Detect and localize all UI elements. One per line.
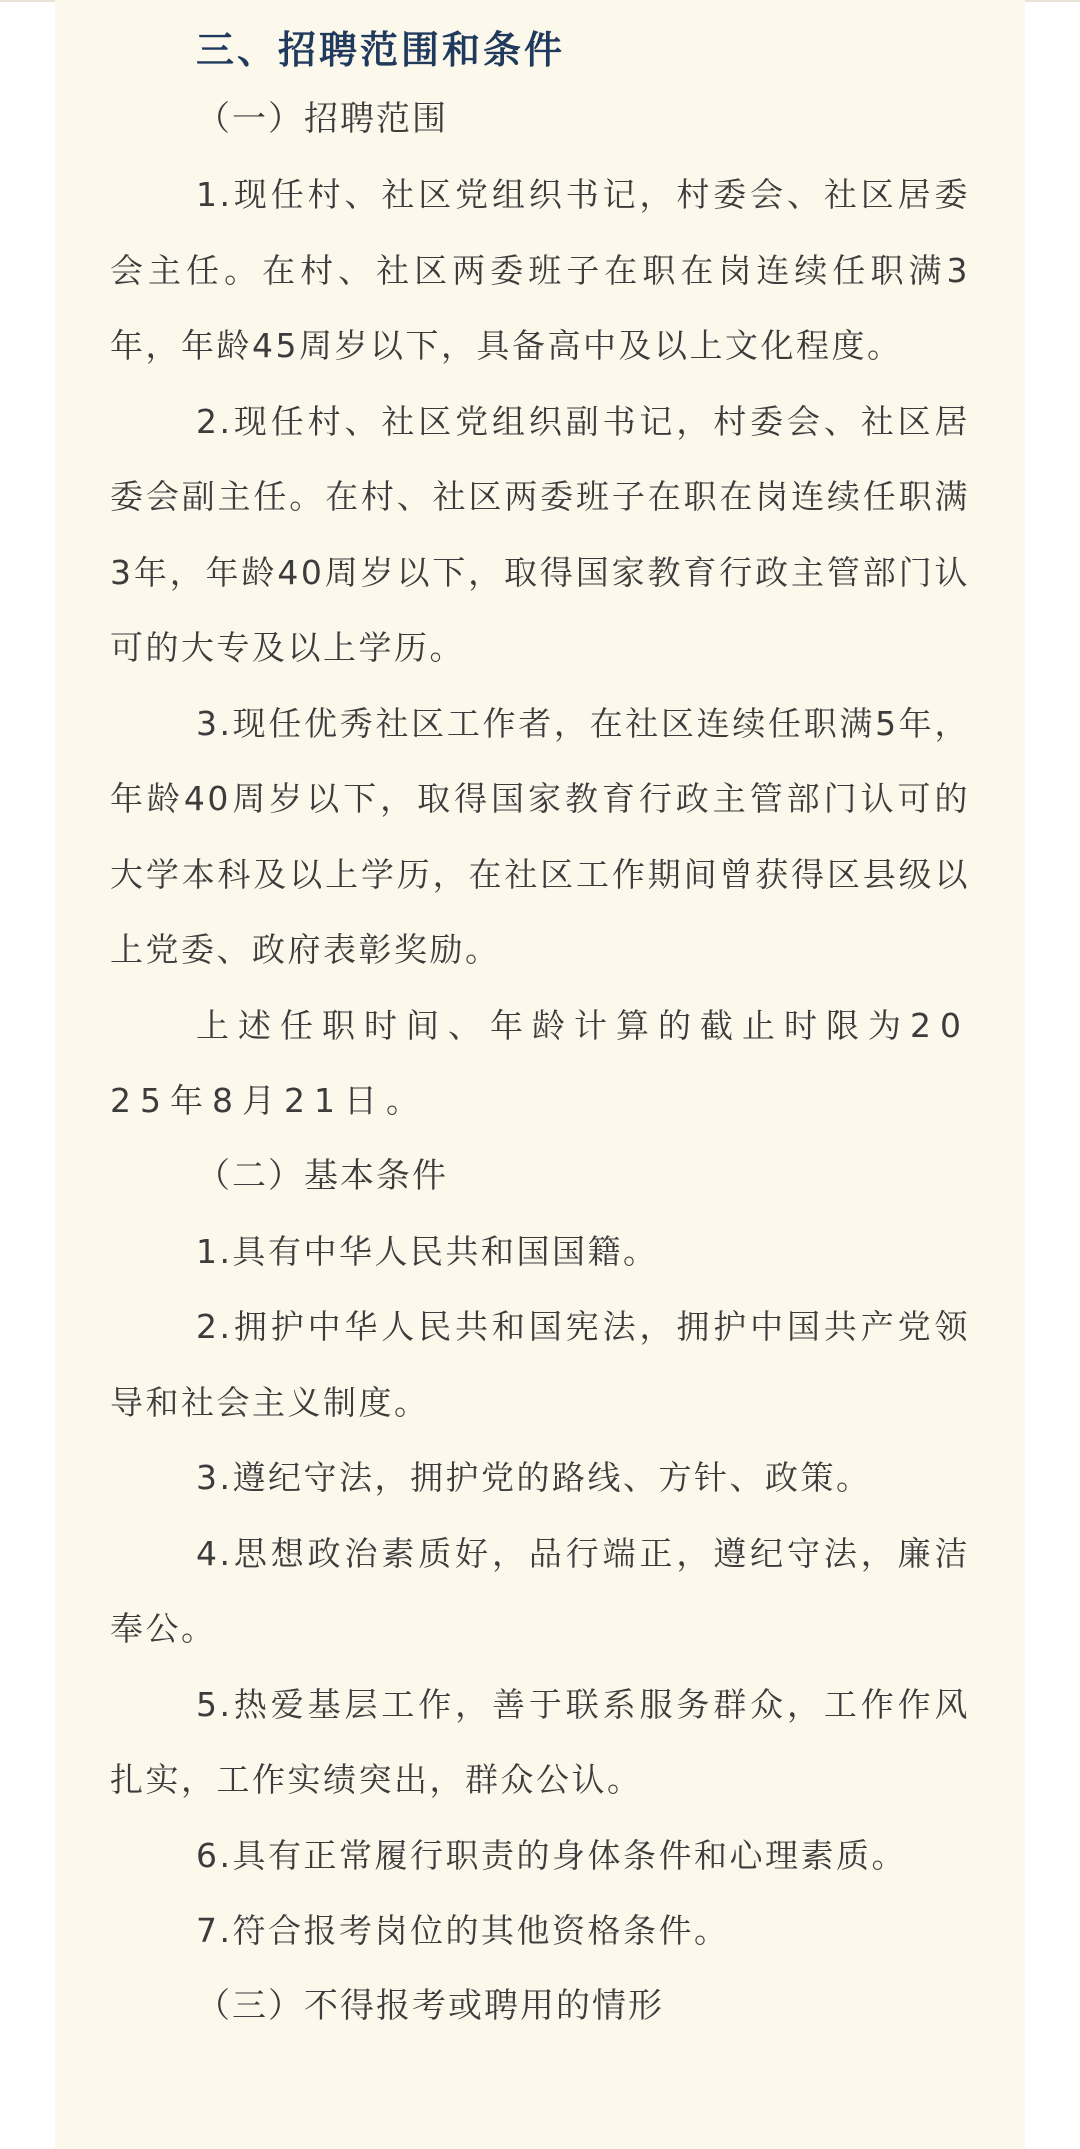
basic-item-5: 5.热爱基层工作，善于联系服务群众，工作作风扎实，工作实绩突出，群众公认。: [110, 1684, 970, 1799]
scope-deadline-note: 上述任职时间、年龄计算的截止时限为2025年8月21日。: [110, 1005, 970, 1120]
scope-item-2: 2.现任村、社区党组织副书记，村委会、社区居委会副主任。在村、社区两委班子在职在岗连续任职满3年，年龄40周岁以下，取得国家教育行政主管部门认可的大专及以上学历。: [110, 401, 970, 667]
basic-item-6: 6.具有正常履行职责的身体条件和心理素质。: [196, 1835, 907, 1875]
basic-item-2: 2.拥护中华人民共和国宪法，拥护中国共产党领导和社会主义制度。: [110, 1307, 970, 1422]
article-content: [110, 18, 970, 2044]
basic-item-7: 7.符合报考岗位的其他资格条件。: [196, 1911, 730, 1950]
subsection-title-exclusions: （三）不得报考或聘用的情形: [196, 1985, 664, 2026]
scope-item-3: 3.现任优秀社区工作者，在社区连续任职满5年，年龄40周岁以下，取得国家教育行政主管部门认可的大学本科及以上学历，在社区工作期间曾获得区县级以上党委、政府表彰奖励。: [110, 703, 970, 969]
basic-item-4: 4.思想政治素质好，品行端正，遵纪守法，廉洁奉公。: [110, 1533, 970, 1648]
basic-item-1: 1.具有中华人民共和国国籍。: [196, 1231, 659, 1271]
subsection-title-basic: （二）基本条件: [196, 1155, 448, 1196]
scope-item-1: 1.现任村、社区党组织书记，村委会、社区居委会主任。在村、社区两委班子在职在岗连续任职满3年，年龄45周岁以下，具备高中及以上文化程度。: [110, 175, 970, 365]
subsection-title-scope: （一）招聘范围: [196, 99, 448, 139]
section-heading: 三、招聘范围和条件: [196, 28, 566, 72]
basic-item-3: 3.遵纪守法，拥护党的路线、方针、政策。: [196, 1458, 872, 1497]
